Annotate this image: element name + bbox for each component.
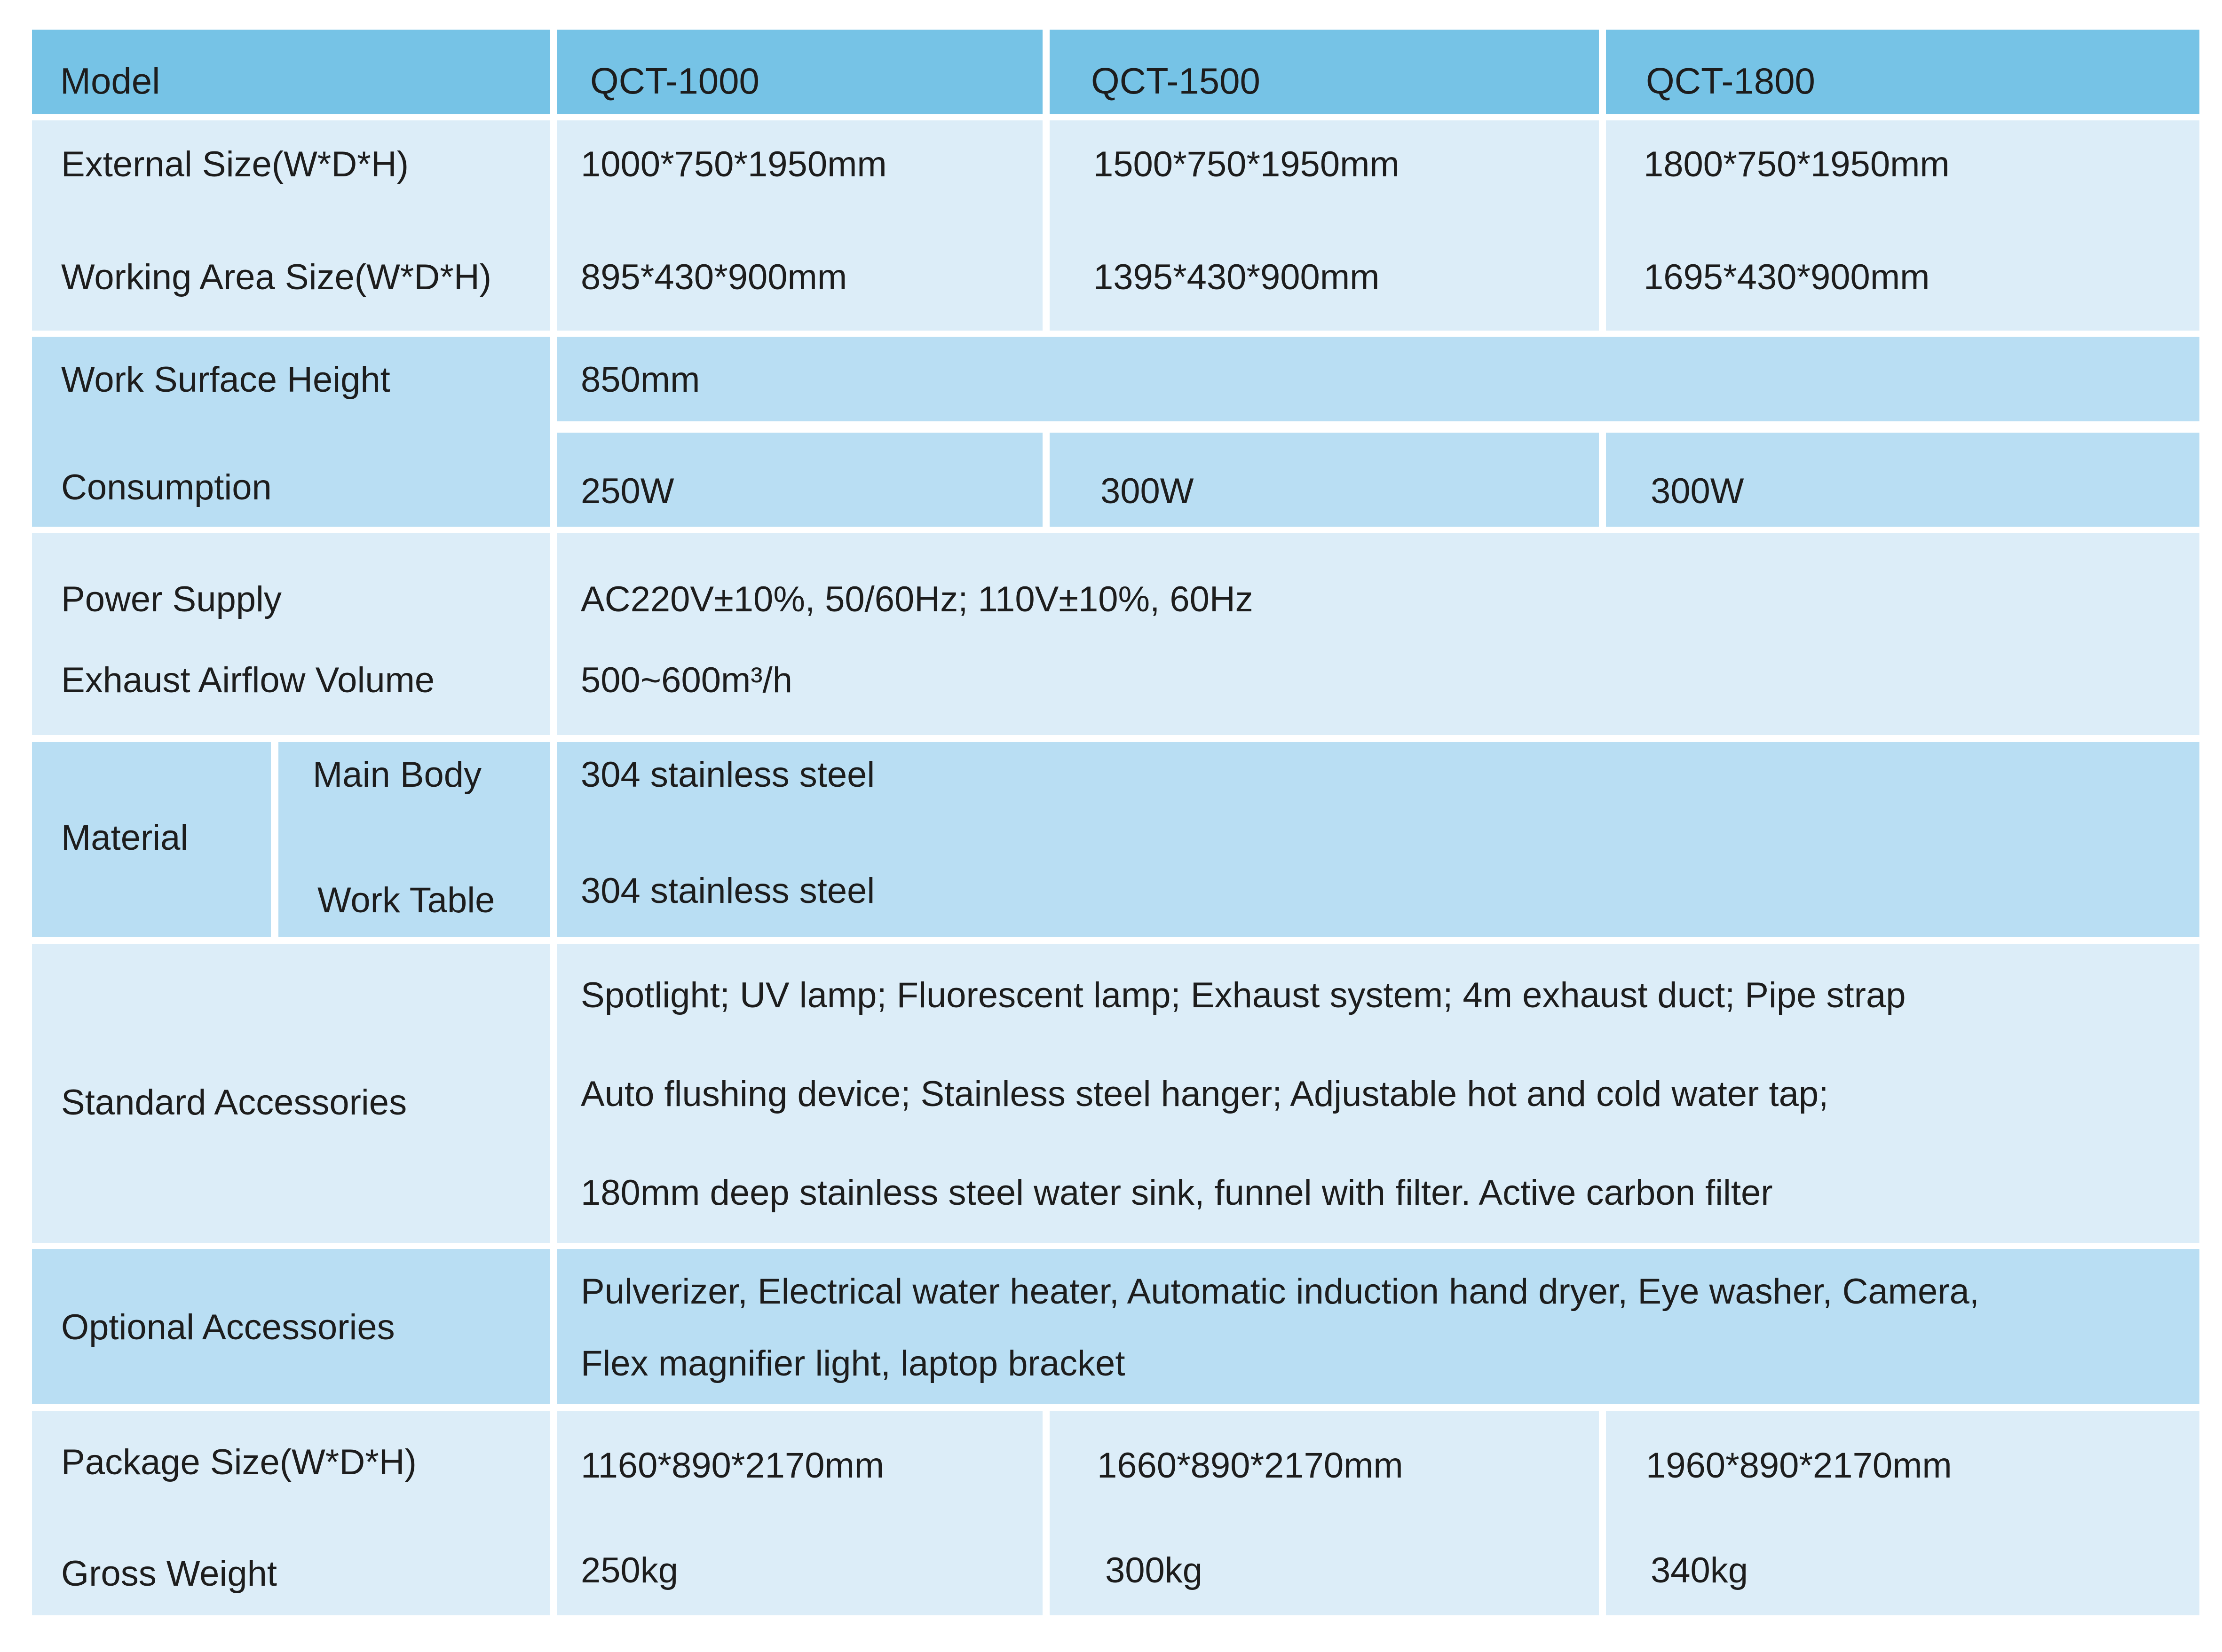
working-area-value-3: 1695*430*900mm [1644,257,1930,297]
optional-accessories-line-2: Flex magnifier light, laptop bracket [581,1344,1125,1383]
optional-accessories-line-1: Pulverizer, Electrical water heater, Automatic induction hand dryer, Eye washer, Camera, [581,1272,1979,1312]
package-size-value-1: 1160*890*2170mm [581,1446,885,1486]
gross-weight-value-2: 300kg [1105,1550,1203,1590]
power-value-cell [557,533,2199,735]
package-size-label: Package Size(W*D*H) [61,1442,417,1482]
standard-accessories-label: Standard Accessories [61,1083,407,1122]
consumption-value-2: 300W [1100,471,1194,511]
header-model-1: QCT-1000 [590,60,759,102]
standard-accessories-line-3: 180mm deep stainless steel water sink, funnel with filter. Active carbon filter [581,1173,1773,1213]
header-model-3: QCT-1800 [1646,60,1815,102]
exhaust-airflow-label: Exhaust Airflow Volume [61,660,435,700]
header-label: Model [60,60,160,102]
consumption-label: Consumption [61,467,272,507]
working-area-value-1: 895*430*900mm [581,257,847,297]
external-size-value-2: 1500*750*1950mm [1093,144,1400,184]
gross-weight-value-1: 250kg [581,1550,679,1590]
gross-weight-label: Gross Weight [61,1554,277,1594]
exhaust-airflow-value: 500~600m³/h [581,660,792,700]
optional-accessories-label: Optional Accessories [61,1307,395,1347]
external-size-value-1: 1000*750*1950mm [581,144,887,184]
standard-accessories-line-1: Spotlight; UV lamp; Fluorescent lamp; Exhaust system; 4m exhaust duct; Pipe strap [581,975,1906,1015]
power-label-cell [32,533,550,735]
main-body-value: 304 stainless steel [581,755,875,795]
work-surface-value-cell [557,337,2199,421]
power-supply-label: Power Supply [61,579,282,619]
working-area-label: Working Area Size(W*D*H) [61,257,492,297]
header-model-2: QCT-1500 [1091,60,1260,102]
power-supply-value: AC220V±10%, 50/60Hz; 110V±10%, 60Hz [581,579,1253,619]
standard-accessories-line-2: Auto flushing device; Stainless steel hanger; Adjustable hot and cold water tap; [581,1074,1829,1114]
material-label: Material [61,818,189,858]
working-area-value-2: 1395*430*900mm [1093,257,1380,297]
work-table-label: Work Table [317,880,495,920]
external-size-value-3: 1800*750*1950mm [1644,144,1950,184]
package-size-value-2: 1660*890*2170mm [1097,1446,1403,1486]
main-body-label: Main Body [313,755,482,795]
work-surface-label: Work Surface Height [61,360,390,400]
consumption-value-1: 250W [581,471,674,511]
external-size-label: External Size(W*D*H) [61,144,409,184]
work-surface-value: 850mm [581,360,700,400]
package-size-value-3: 1960*890*2170mm [1646,1446,1952,1486]
work-table-value: 304 stainless steel [581,871,875,911]
gross-weight-value-3: 340kg [1651,1550,1748,1590]
consumption-value-3: 300W [1651,471,1744,511]
